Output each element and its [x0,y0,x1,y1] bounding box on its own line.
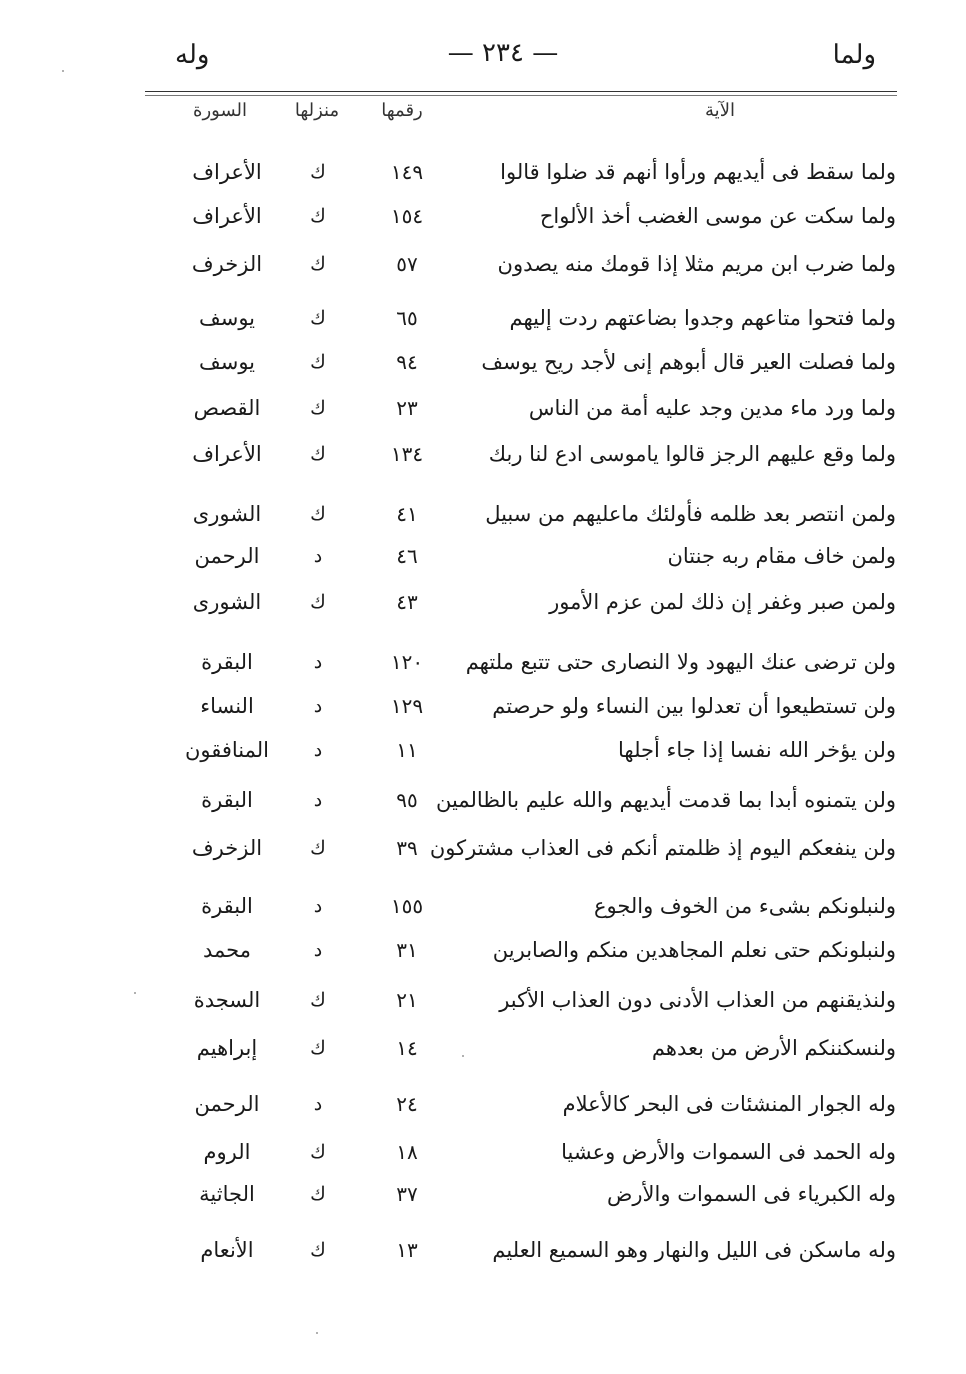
verse-number: ٣٧ [396,1182,418,1206]
verse-number: ١٥٤ [390,204,424,228]
verse-number: ١٤٩ [390,160,424,184]
column-header-revelation: منزلها [294,100,340,121]
table-row [150,244,896,284]
surah-name: يوسف [198,350,256,374]
surah-name: محمد [203,938,251,962]
surah-name: الأعراف [192,160,262,184]
surah-name: البقرة [201,650,253,674]
verse-number: ٤٦ [396,544,418,568]
revelation-place: د [313,939,323,961]
verse-number: ١٨ [396,1140,418,1164]
table-row [150,828,896,868]
verse-text: ولما سقط فى أيديهم ورأوا أنهم قد ضلوا قالوا [500,160,896,184]
verse-text: ولن ينفعكم اليوم إذ ظلمتم أنكم فى العذاب مشتركون [429,836,896,860]
revelation-place: د [313,1093,323,1115]
verse-number: ٣١ [396,938,418,962]
revelation-place: ك [310,351,326,373]
verse-text: ولمن خاف مقام ربه جنتان [667,544,896,568]
table-row [150,686,896,726]
verse-text: ولما فصلت العير قال أبوهم إنى لأجد ريح يوسف [481,350,896,374]
verse-text: ولما ورد ماء مدين وجد عليه أمة من الناس [528,396,896,420]
verse-text: ولما ضرب ابن مريم مثلا إذا قومك منه يصدون [497,252,896,276]
verse-number: ٢٤ [396,1092,418,1116]
table-row [150,1174,896,1214]
surah-name: الأعراف [192,204,262,228]
table-row [150,1132,896,1172]
verse-text: ولما فتحوا متاعهم وجدوا بضاعتهم ردت إليهم [509,306,896,330]
verse-text: ولن ترضى عنك اليهود ولا النصارى حتى تتبع ملتهم [465,650,896,674]
surah-name: الروم [203,1140,251,1164]
verse-number: ٩٤ [396,350,418,374]
revelation-place: ك [310,989,326,1011]
revelation-place: د [313,545,323,567]
scan-speck [134,992,136,994]
header-rule-inner [145,95,897,96]
running-head-left: وله [175,40,210,70]
surah-name: القصص [193,396,261,420]
surah-name: الشورى [192,590,262,614]
verse-number: ٤١ [396,502,418,526]
verse-number: ٩٥ [396,788,418,812]
verse-number: ١٤ [396,1036,418,1060]
verse-number: ١٣ [396,1238,418,1262]
table-row [150,342,896,382]
revelation-place: د [313,651,323,673]
revelation-place: ك [310,1141,326,1163]
scan-speck [316,1332,318,1334]
column-header-number: رقمها [381,100,423,121]
verse-text: ولنسكننكم الأرض من بعدهم [651,1036,896,1060]
surah-name: البقرة [201,788,253,812]
table-row [150,494,896,534]
surah-name: الزخرف [191,836,263,860]
table-row [150,980,896,1020]
verse-text: ولنذيقنهم من العذاب الأدنى دون العذاب الأكبر [499,988,896,1012]
table-row [150,388,896,428]
revelation-place: ك [310,443,326,465]
verse-number: ١٣٤ [390,442,424,466]
surah-name: يوسف [198,306,256,330]
surah-name: الأنعام [200,1238,254,1262]
surah-name: الجاثية [199,1182,255,1206]
surah-name: الرحمن [194,544,260,568]
verse-number: ٣٩ [396,836,418,860]
revelation-place: ك [310,1037,326,1059]
verse-number: ١٥٥ [390,894,424,918]
verse-number: ٢١ [396,988,418,1012]
table-row [150,152,896,192]
verse-text: ولن يؤخر الله نفسا إذا جاء أجلها [617,738,896,762]
surah-name: الرحمن [194,1092,260,1116]
page-number: — ٢٣٤ — [447,38,559,68]
surah-name: البقرة [201,894,253,918]
verse-text: وله الجوار المنشئات فى البحر كالأعلام [562,1092,896,1116]
table-row [150,1084,896,1124]
revelation-place: ك [310,205,326,227]
revelation-place: د [313,695,323,717]
table-row [150,536,896,576]
surah-name: السجدة [193,988,261,1012]
revelation-place: د [313,789,323,811]
surah-name: المنافقون [184,738,270,762]
surah-name: الشورى [192,502,262,526]
table-row [150,930,896,970]
table-row [150,298,896,338]
verse-text: وله الحمد فى السموات والأرض وعشيا [561,1140,896,1164]
verse-text: ولنبلونكم بشىء من الخوف والجوع [593,894,896,918]
verse-number: ١١ [396,738,418,762]
surah-name: الزخرف [191,252,263,276]
verse-text: ولمن انتصر بعد ظلمه فأولئك ماعليهم من سبيل [485,502,896,526]
table-row [150,582,896,622]
verse-number: ١٢٩ [390,694,424,718]
revelation-place: د [313,739,323,761]
verse-number: ٤٣ [396,590,418,614]
verse-number: ٦٥ [396,306,418,330]
verse-text: ولنبلونكم حتى نعلم المجاهدين منكم والصابرين [492,938,896,962]
header-rule [145,91,897,92]
table-row [150,780,896,820]
table-row [150,1230,896,1270]
table-row [150,434,896,474]
revelation-place: ك [310,1183,326,1205]
revelation-place: ك [310,503,326,525]
table-row [150,730,896,770]
revelation-place: ك [310,591,326,613]
verse-number: ٥٧ [396,252,418,276]
revelation-place: ك [310,161,326,183]
verse-number: ٢٣ [396,396,418,420]
surah-name: إبراهيم [196,1036,258,1060]
table-row [150,1028,896,1068]
verse-number: ١٢٠ [390,650,424,674]
scan-speck [62,70,64,72]
revelation-place: ك [310,837,326,859]
column-header-verse: الآية [705,100,735,121]
revelation-place: د [313,895,323,917]
table-row [150,196,896,236]
verse-text: وله الكبرياء فى السموات والأرض [607,1182,896,1206]
verse-text: ولمن صبر وغفر إن ذلك لمن عزم الأمور [549,590,896,614]
verse-text: ولما سكت عن موسى الغضب أخذ الألواح [539,204,896,228]
verse-text: ولن يتمنوه أبدا بما قدمت أيديهم والله عليم بالظالمين [435,788,896,812]
revelation-place: ك [310,397,326,419]
revelation-place: ك [310,307,326,329]
revelation-place: ك [310,1239,326,1261]
revelation-place: ك [310,253,326,275]
surah-name: النساء [200,694,254,718]
verse-text: وله ماسكن فى الليل والنهار وهو السميع العليم [492,1238,896,1262]
surah-name: الأعراف [192,442,262,466]
running-head-right: ولما [832,40,876,70]
table-row [150,642,896,682]
table-row [150,886,896,926]
verse-text: ولما وقع عليهم الرجز قالوا ياموسى ادع لنا ربك [488,442,896,466]
column-header-surah: السورة [193,100,247,121]
scan-speck [462,1055,464,1057]
verse-text: ولن تستطيعوا أن تعدلوا بين النساء ولو حرصتم [492,694,896,718]
